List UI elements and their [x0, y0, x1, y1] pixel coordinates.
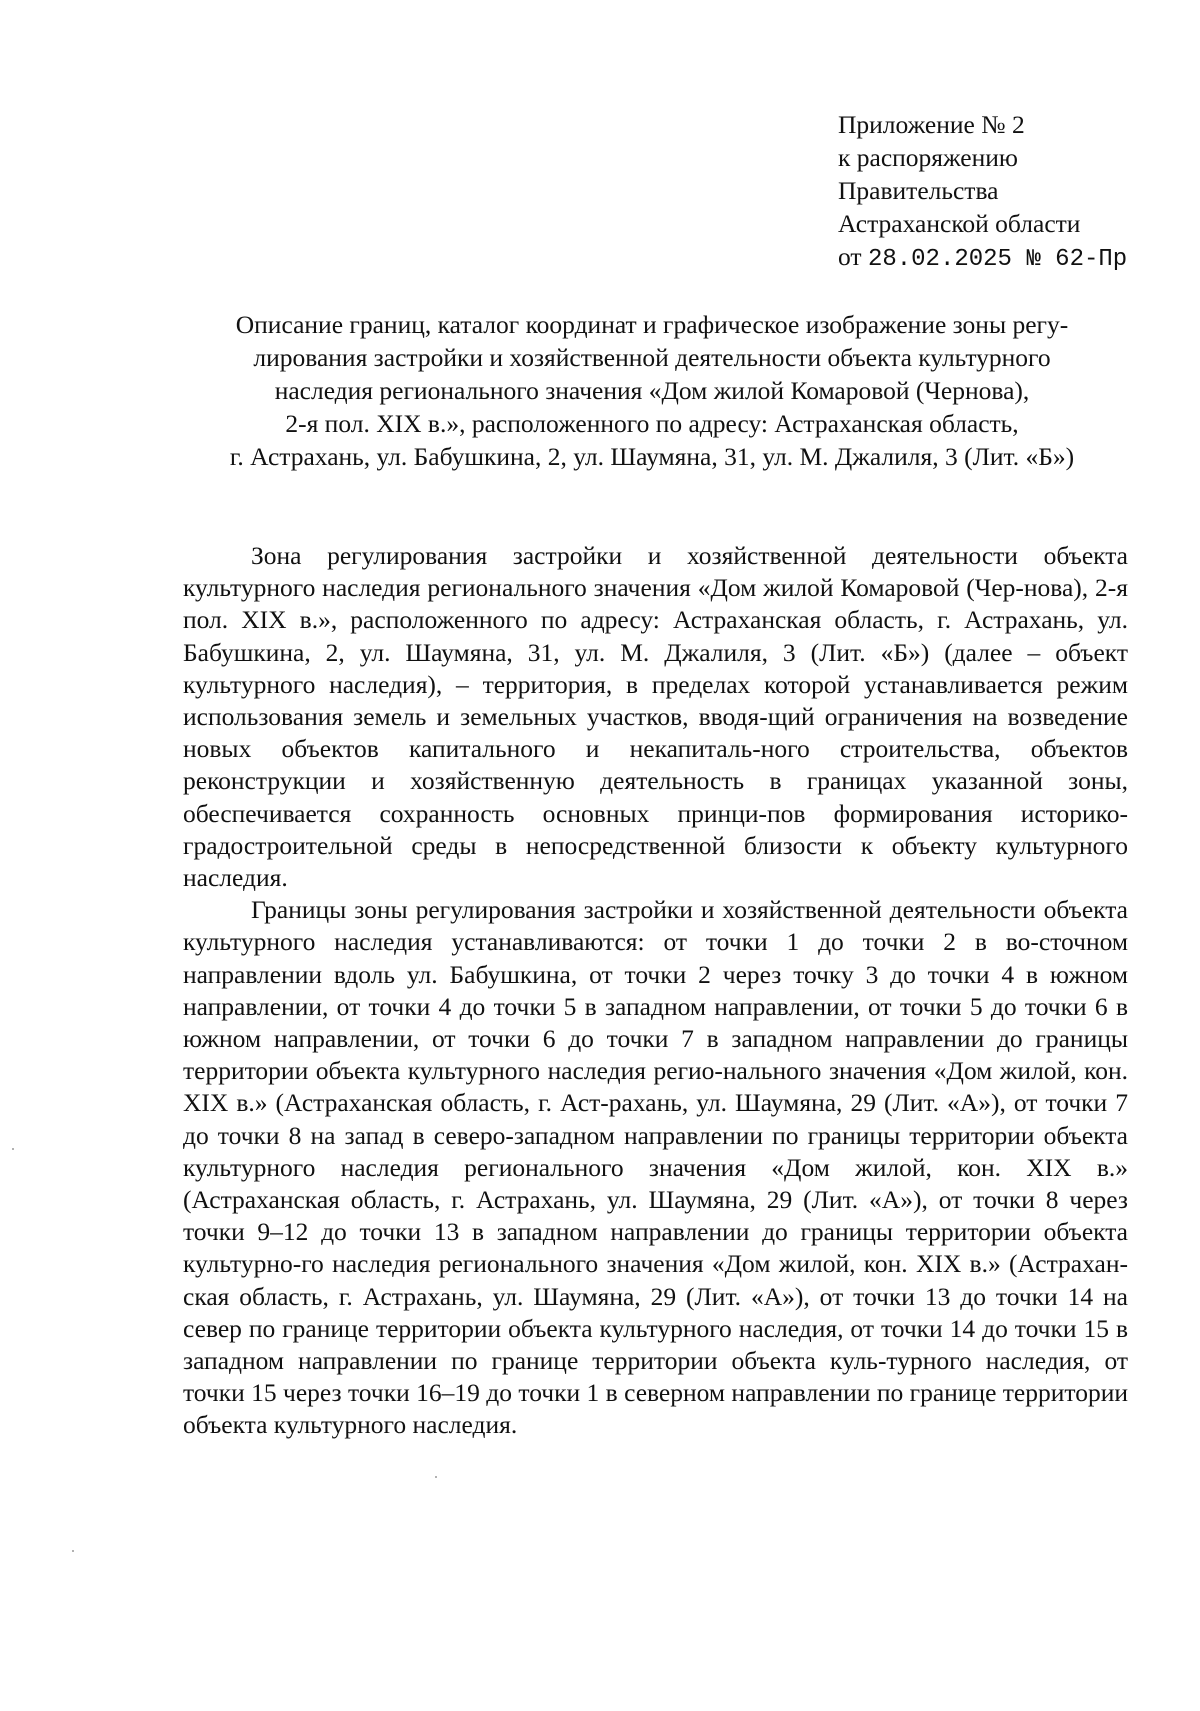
document-title: [172, 308, 1132, 473]
approval-line-date-number: [838, 240, 1168, 276]
scan-speck: [12, 1148, 14, 1150]
scan-speck: [435, 1476, 437, 1478]
approval-line-appendix: Приложение № 2: [838, 110, 1025, 139]
title-line-3: наследия регионального значения «Дом жилой Комаровой (Чернова),: [274, 376, 1030, 405]
approval-date-prefix: от: [838, 242, 862, 271]
approval-date-number-value: 28.02.2025 № 62-Пр: [867, 246, 1128, 273]
scan-speck: [72, 1550, 74, 1552]
approval-block: [838, 108, 1168, 276]
document-body: [183, 540, 1128, 1442]
approval-line-government: Правительства: [838, 176, 999, 205]
approval-line-region: Астраханской области: [838, 209, 1081, 238]
body-paragraph-1: Зона регулирования застройки и хозяйственной деятельности объекта культурного наследия регионального значения «Дом жилой Комаровой (Чер-нова), 2-я пол. XIX в.», расположенного по адресу: Астраханская область, г. Астрахань, ул. Бабушкина, 2, ул. Шаумяна, 31, ул. М. Джалиля, 3 (Лит. «Б») (далее – объект культурного наследия), – территория, в пределах которой устанавливается режим использования земель и земельных участков, вводя-щий ограничения на возведение новых объектов капитального и некапиталь-ного строительства, объектов реконструкции и хозяйственную деятельность в границах указанной зоны, обеспечивается сохранность основных принци-пов формирования историко-градостроительной среды в непосредственной близости к объекту культурного наследия.: [183, 541, 1128, 893]
title-line-1: Описание границ, каталог координат и графическое изображение зоны регу-: [235, 310, 1069, 339]
title-line-5: г. Астрахань, ул. Бабушкина, 2, ул. Шаумяна, 31, ул. М. Джалиля, 3 (Лит. «Б»): [229, 442, 1075, 471]
title-line-2: лирования застройки и хозяйственной деятельности объекта культурного: [253, 343, 1051, 372]
body-paragraph-2: Границы зоны регулирования застройки и хозяйственной деятельности объекта культурного наследия устанавливаются: от точки 1 до точки 2 в во-сточном направлении вдоль ул. Бабушкина, от точки 2 через точку 3 до точки 4 в южном направлении, от точки 4 до точки 5 в западном направлении, от точки 5 до точки 6 в южном направлении, от точки 6 до точки 7 в западном направлении до границы территории объекта культурного наследия регио-нального значения «Дом жилой, кон. XIX в.» (Астраханская область, г. Аст-рахань, ул. Шаумяна, 29 (Лит. «А»), от точки 7 до точки 8 на запад в северо-западном направлении по границы территории объекта культурного наследия регионального значения «Дом жилой, кон. XIX в.» (Астраханская область, г. Астрахань, ул. Шаумяна, 29 (Лит. «А»), от точки 8 через точки 9–12 до точки 13 в западном направлении до границы территории объекта культурно-го наследия регионального значения «Дом жилой, кон. XIX в.» (Астрахан-ская область, г. Астрахань, ул. Шаумяна, 29 (Лит. «А»), от точки 13 до точки 14 на север по границе территории объекта культурного наследия, от точки 14 до точки 15 в западном направлении по границе территории объекта куль-турного наследия, от точки 15 через точки 16–19 до точки 1 в северном направлении по границе территории объекта культурного наследия.: [183, 895, 1128, 1440]
approval-line-order: к распоряжению: [838, 143, 1018, 172]
title-line-4: 2-я пол. XIX в.», расположенного по адресу: Астраханская область,: [285, 409, 1019, 438]
